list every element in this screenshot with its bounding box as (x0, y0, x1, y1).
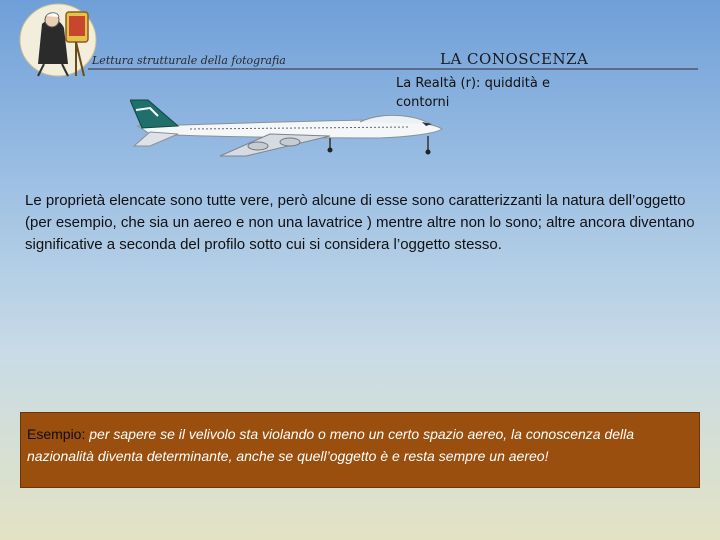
airplane-illustration (130, 96, 450, 158)
photographer-logo (18, 2, 98, 78)
header-subtitle: Lettura strutturale della fotografia (92, 54, 286, 67)
header-divider (88, 68, 698, 70)
topic-heading: La Realtà (r): quiddità e contorni (396, 76, 550, 110)
page-title: LA CONOSCENZA (440, 50, 589, 68)
example-callout (20, 412, 700, 488)
example-text: per sapere se il velivolo sta violando o meno un certo spazio aereo, la conoscenza della nazionalità diventa determinante, anche se quell’oggetto è e resta sempre un aereo! (27, 426, 635, 464)
body-paragraph: Le proprietà elencate sono tutte vere, però alcune di esse sono caratterizzanti la natura dell’oggetto (per esempio, che sia un aereo e non una lavatrice ) mentre altre non lo sono; altre ancora diventano significative a seconda del profilo sotto cui si considera l’oggetto stesso. (25, 192, 695, 253)
example-label: Esempio: (27, 426, 86, 442)
